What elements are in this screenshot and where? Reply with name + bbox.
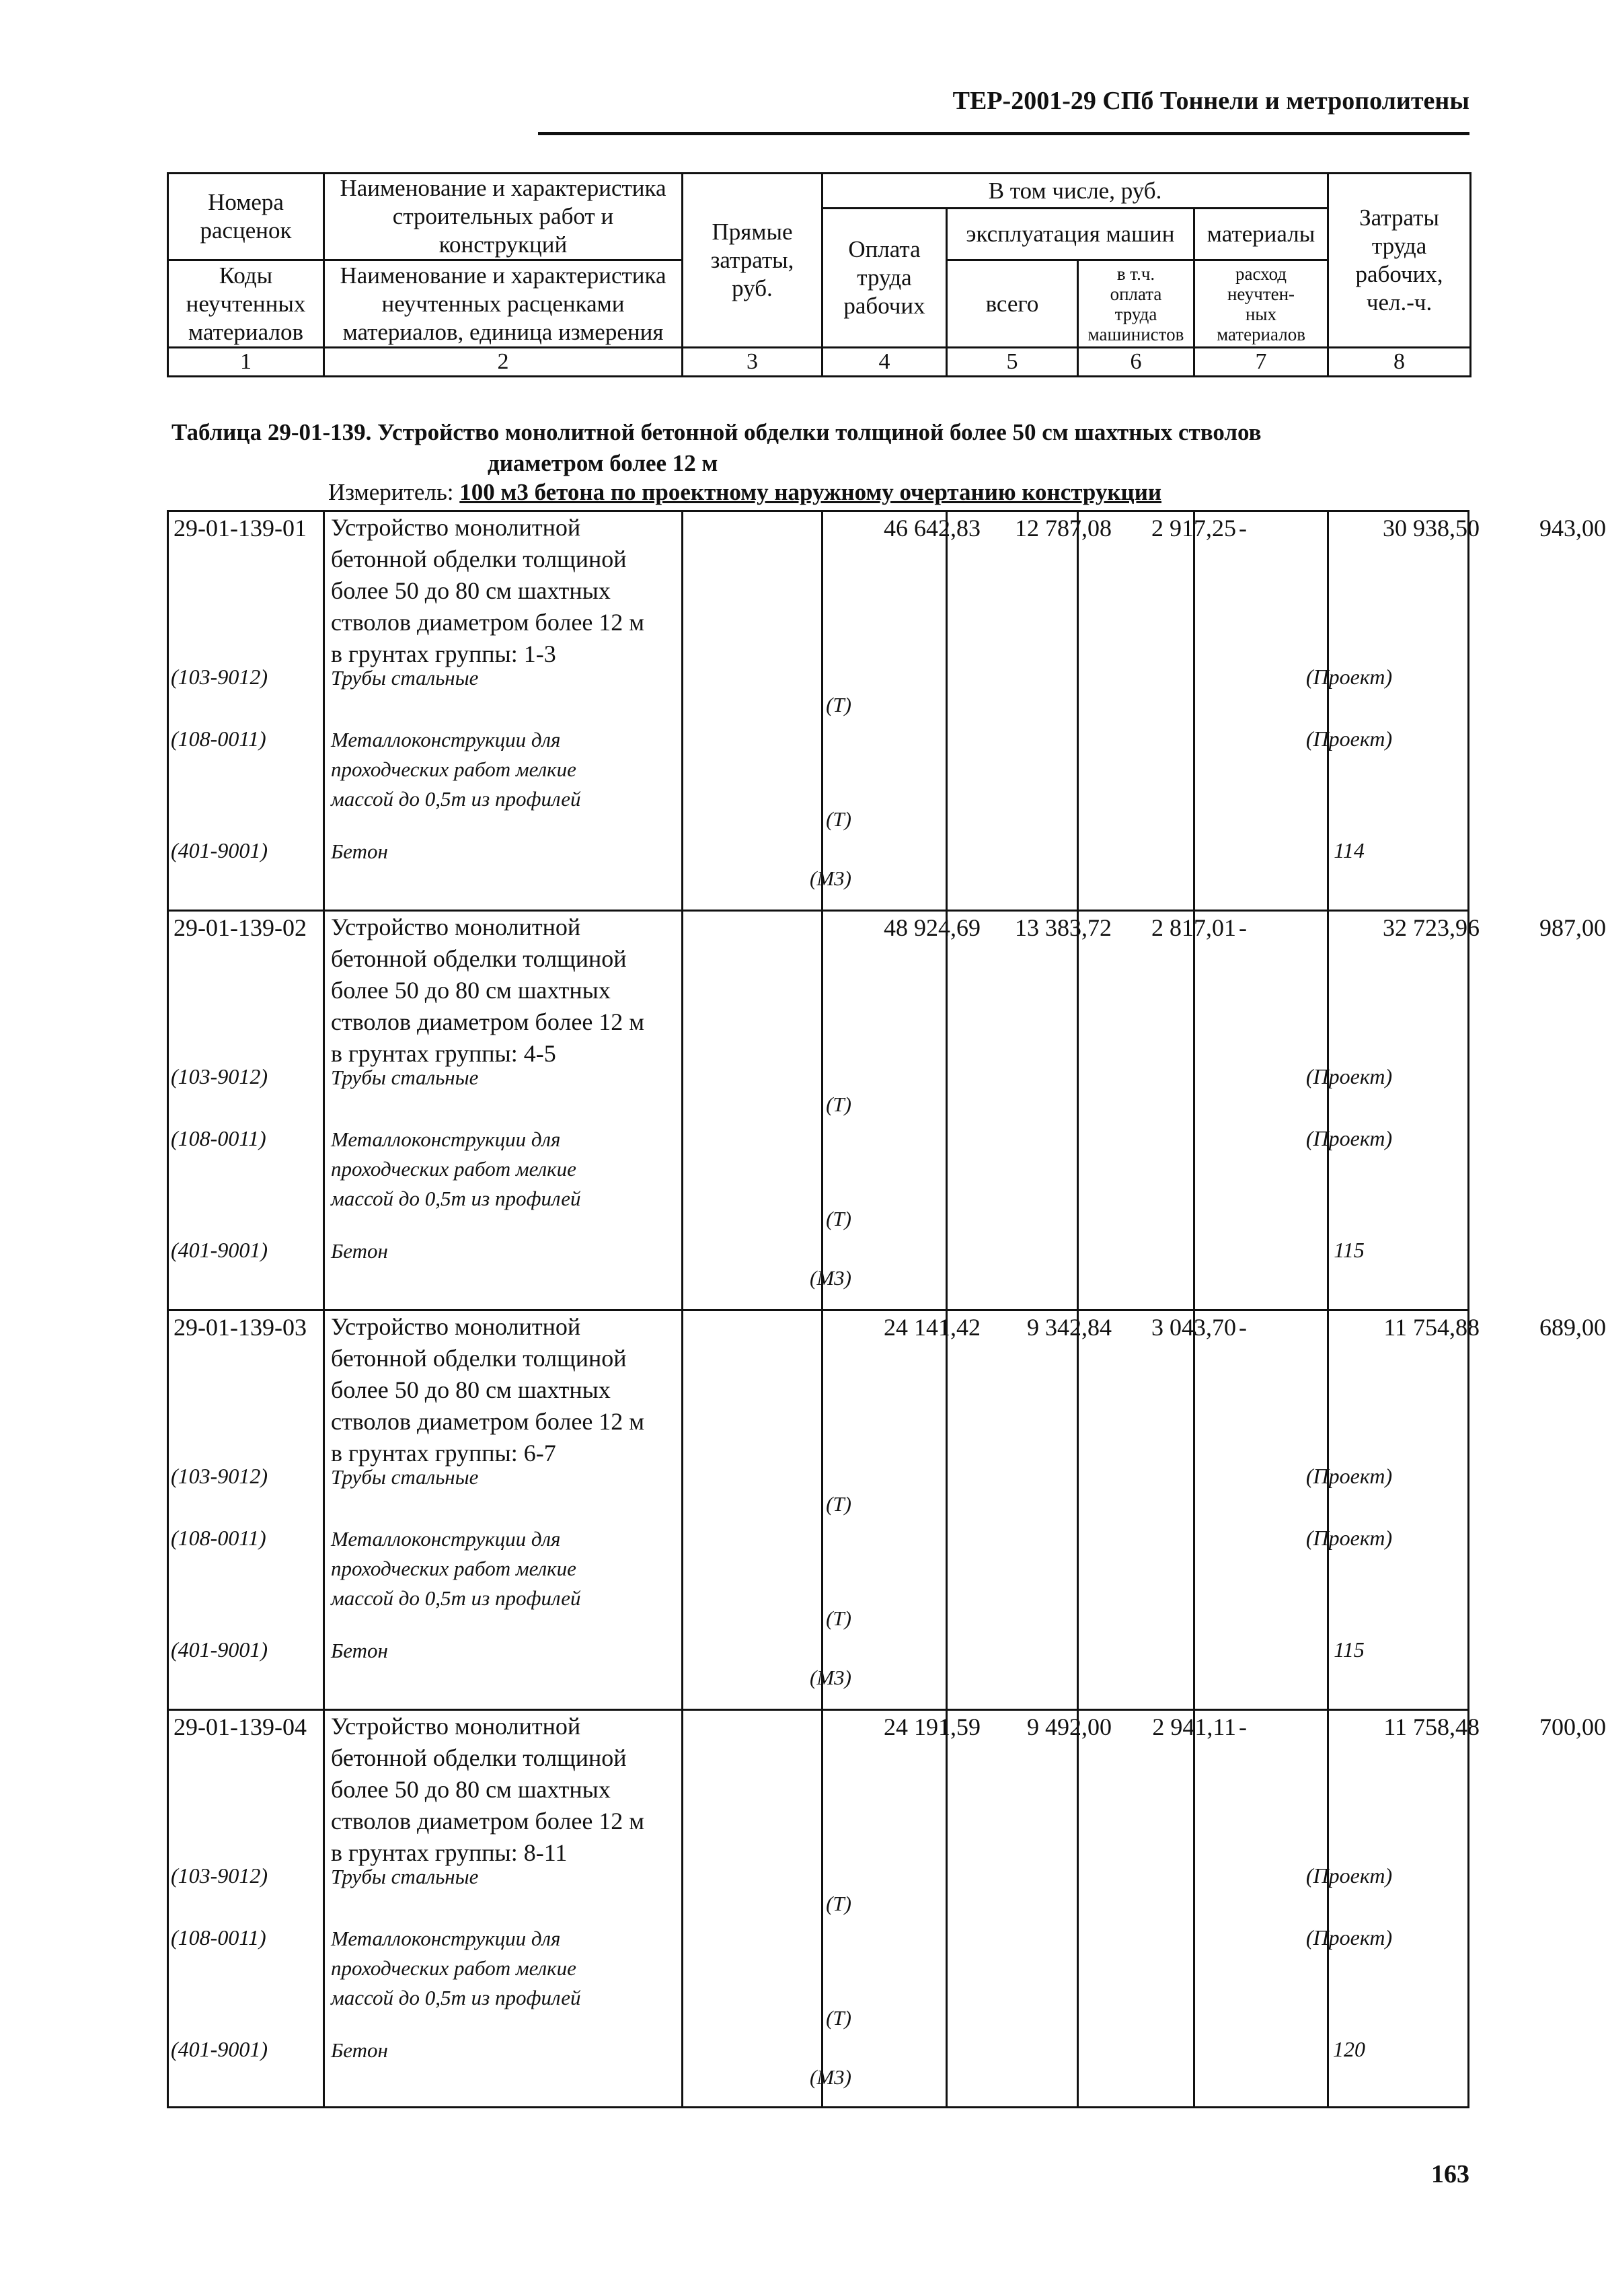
table-body: [167, 510, 1606, 2108]
material-name: Металлоконструкции для проходческих работ мелкие массой до 0,5т из профилей: [331, 1127, 581, 1210]
material-unit: (Т): [826, 693, 851, 716]
material-quantity: 115: [1334, 1238, 1365, 1262]
rate-block: [167, 1709, 1606, 2108]
measure-unit: Измеритель: 100 м3 бетона по проектному наружному очертанию конструкции: [328, 479, 1162, 505]
material-name: Трубы стальные: [331, 1066, 479, 1089]
rate-name: Устройство монолитной бетонной обделки толщиной более 50 до 80 см шахтных стволов диаметром более 12 м в грунтах группы: 4-5: [331, 914, 645, 1067]
header-name-works: Наименование и характеристика строительных работ и конструкций: [324, 174, 683, 260]
material-name: Бетон: [331, 1239, 388, 1263]
material-code: (401-9001): [171, 1238, 268, 1262]
labor-hours-value: 700,00: [1539, 1713, 1606, 1740]
rate-code: 29-01-139-04: [174, 1713, 307, 1740]
header-labor-pay: Оплата труда рабочих: [823, 209, 947, 348]
direct-costs-value: 24 191,59: [884, 1713, 981, 1740]
material-unit: (М3): [810, 2065, 851, 2089]
material-code: (401-9001): [171, 1637, 268, 1662]
material-unit: (Т): [826, 1207, 851, 1230]
rate-name: Устройство монолитной бетонной обделки толщиной более 50 до 80 см шахтных стволов диаметром более 12 м в грунтах группы: 6-7: [331, 1313, 645, 1467]
material-name: Бетон: [331, 840, 388, 863]
materials-value: 30 938,50: [1383, 515, 1480, 542]
material-name: Металлоконструкции для проходческих работ мелкие массой до 0,5т из профилей: [331, 728, 581, 811]
material-unit: (Т): [826, 2006, 851, 2030]
material-name: Трубы стальные: [331, 1865, 479, 1888]
header-codes-materials: Коды неучтенных материалов: [168, 260, 324, 348]
material-code: (401-9001): [171, 838, 268, 862]
materials-value: 11 754,88: [1383, 1314, 1480, 1341]
material-quantity: 115: [1334, 1637, 1365, 1662]
material-name: Трубы стальные: [331, 1465, 479, 1489]
material-unit: (М3): [810, 866, 851, 890]
material-unit: (Т): [826, 1492, 851, 1516]
material-unit: (Т): [826, 1892, 851, 1915]
machinist-pay-value: -: [1239, 1713, 1247, 1740]
material-name: Трубы стальные: [331, 666, 479, 690]
materials-value: 11 758,48: [1383, 1713, 1480, 1740]
labor-pay-value: 9 492,00: [1027, 1713, 1112, 1740]
material-unit: (М3): [810, 1266, 851, 1290]
direct-costs-value: 46 642,83: [884, 515, 981, 542]
material-quantity: (Проект): [1305, 1126, 1393, 1150]
material-name: Металлоконструкции для проходческих работ мелкие массой до 0,5т из профилей: [331, 1527, 581, 1610]
header-codes-works: Номера расценок: [168, 174, 324, 260]
header-materials: материалы: [1194, 209, 1328, 260]
header-machines: эксплуатация машин: [947, 209, 1194, 260]
machines-total-value: 2 817,01: [1151, 914, 1236, 941]
labor-pay-value: 9 342,84: [1027, 1314, 1112, 1341]
material-unit: (Т): [826, 1606, 851, 1630]
material-code: (108-0011): [171, 1925, 266, 1950]
rate-block: [167, 510, 1606, 910]
rate-block: [167, 910, 1606, 1309]
material-quantity: (Проект): [1305, 1526, 1393, 1550]
table-header: [167, 172, 1471, 377]
material-code: (108-0011): [171, 1526, 266, 1550]
material-code: (103-9012): [171, 1863, 268, 1888]
material-code: (103-9012): [171, 665, 268, 689]
header-including: В том числе, руб.: [823, 174, 1328, 209]
material-code: (103-9012): [171, 1064, 268, 1088]
header-materials-usage: расход неучтен- ных материалов: [1194, 260, 1328, 348]
header-labor-hours: Затраты труда рабочих, чел.-ч.: [1328, 174, 1471, 348]
material-unit: (М3): [810, 1666, 851, 1689]
direct-costs-value: 24 141,42: [884, 1314, 981, 1341]
labor-hours-value: 987,00: [1539, 914, 1606, 941]
header-machinist-pay: в т.ч. оплата труда машинистов: [1078, 260, 1194, 348]
machines-total-value: 2 941,11: [1152, 1713, 1236, 1740]
material-name: Бетон: [331, 1639, 388, 1662]
machinist-pay-value: -: [1239, 1314, 1247, 1341]
material-quantity: (Проект): [1305, 727, 1393, 751]
page-number: 163: [1431, 2160, 1469, 2188]
labor-hours-value: 689,00: [1539, 1314, 1606, 1341]
labor-pay-value: 12 787,08: [1015, 515, 1112, 542]
material-quantity: 114: [1334, 838, 1365, 862]
rate-name: Устройство монолитной бетонной обделки толщиной более 50 до 80 см шахтных стволов диаметром более 12 м в грунтах группы: 8-11: [331, 1713, 645, 1866]
labor-pay-value: 13 383,72: [1015, 914, 1112, 941]
material-name: Бетон: [331, 2038, 388, 2062]
material-quantity: (Проект): [1305, 1064, 1393, 1088]
material-name: Металлоконструкции для проходческих работ мелкие массой до 0,5т из профилей: [331, 1927, 581, 2009]
header-rule: [538, 132, 1469, 135]
rate-name: Устройство монолитной бетонной обделки толщиной более 50 до 80 см шахтных стволов диаметром более 12 м в грунтах группы: 1-3: [331, 514, 645, 667]
material-quantity: (Проект): [1305, 1464, 1393, 1488]
direct-costs-value: 48 924,69: [884, 914, 981, 941]
material-quantity: (Проект): [1305, 1925, 1393, 1950]
material-code: (108-0011): [171, 727, 266, 751]
machines-total-value: 3 043,70: [1151, 1314, 1236, 1341]
rate-code: 29-01-139-03: [174, 1314, 307, 1341]
rate-code: 29-01-139-01: [174, 515, 307, 542]
document-title: ТЕР-2001-29 СПб Тоннели и метрополитены: [952, 87, 1469, 115]
header-name-materials: Наименование и характеристика неучтенных расценками материалов, единица измерения: [324, 260, 683, 348]
column-numbers: 1 2 3 4 5 6 7 8: [168, 348, 1471, 377]
material-code: (103-9012): [171, 1464, 268, 1488]
material-code: (401-9001): [171, 2037, 268, 2061]
material-quantity: (Проект): [1305, 665, 1393, 689]
material-quantity: 120: [1333, 2037, 1365, 2061]
rate-code: 29-01-139-02: [174, 914, 307, 941]
machinist-pay-value: -: [1239, 515, 1247, 542]
material-unit: (Т): [826, 807, 851, 831]
materials-value: 32 723,96: [1383, 914, 1480, 941]
labor-hours-value: 943,00: [1539, 515, 1606, 542]
material-quantity: (Проект): [1305, 1863, 1393, 1888]
header-direct-costs: Прямые затраты, руб.: [683, 174, 823, 348]
machinist-pay-value: -: [1239, 914, 1247, 941]
material-unit: (Т): [826, 1093, 851, 1116]
table-title: Таблица 29-01-139. Устройство монолитной бетонной обделки толщиной более 50 см шахтных стволов диаметром более 12 м: [171, 419, 1262, 476]
rate-block: [167, 1309, 1606, 1709]
machines-total-value: 2 917,25: [1151, 515, 1236, 542]
header-machines-total: всего: [947, 260, 1078, 348]
material-code: (108-0011): [171, 1126, 266, 1150]
